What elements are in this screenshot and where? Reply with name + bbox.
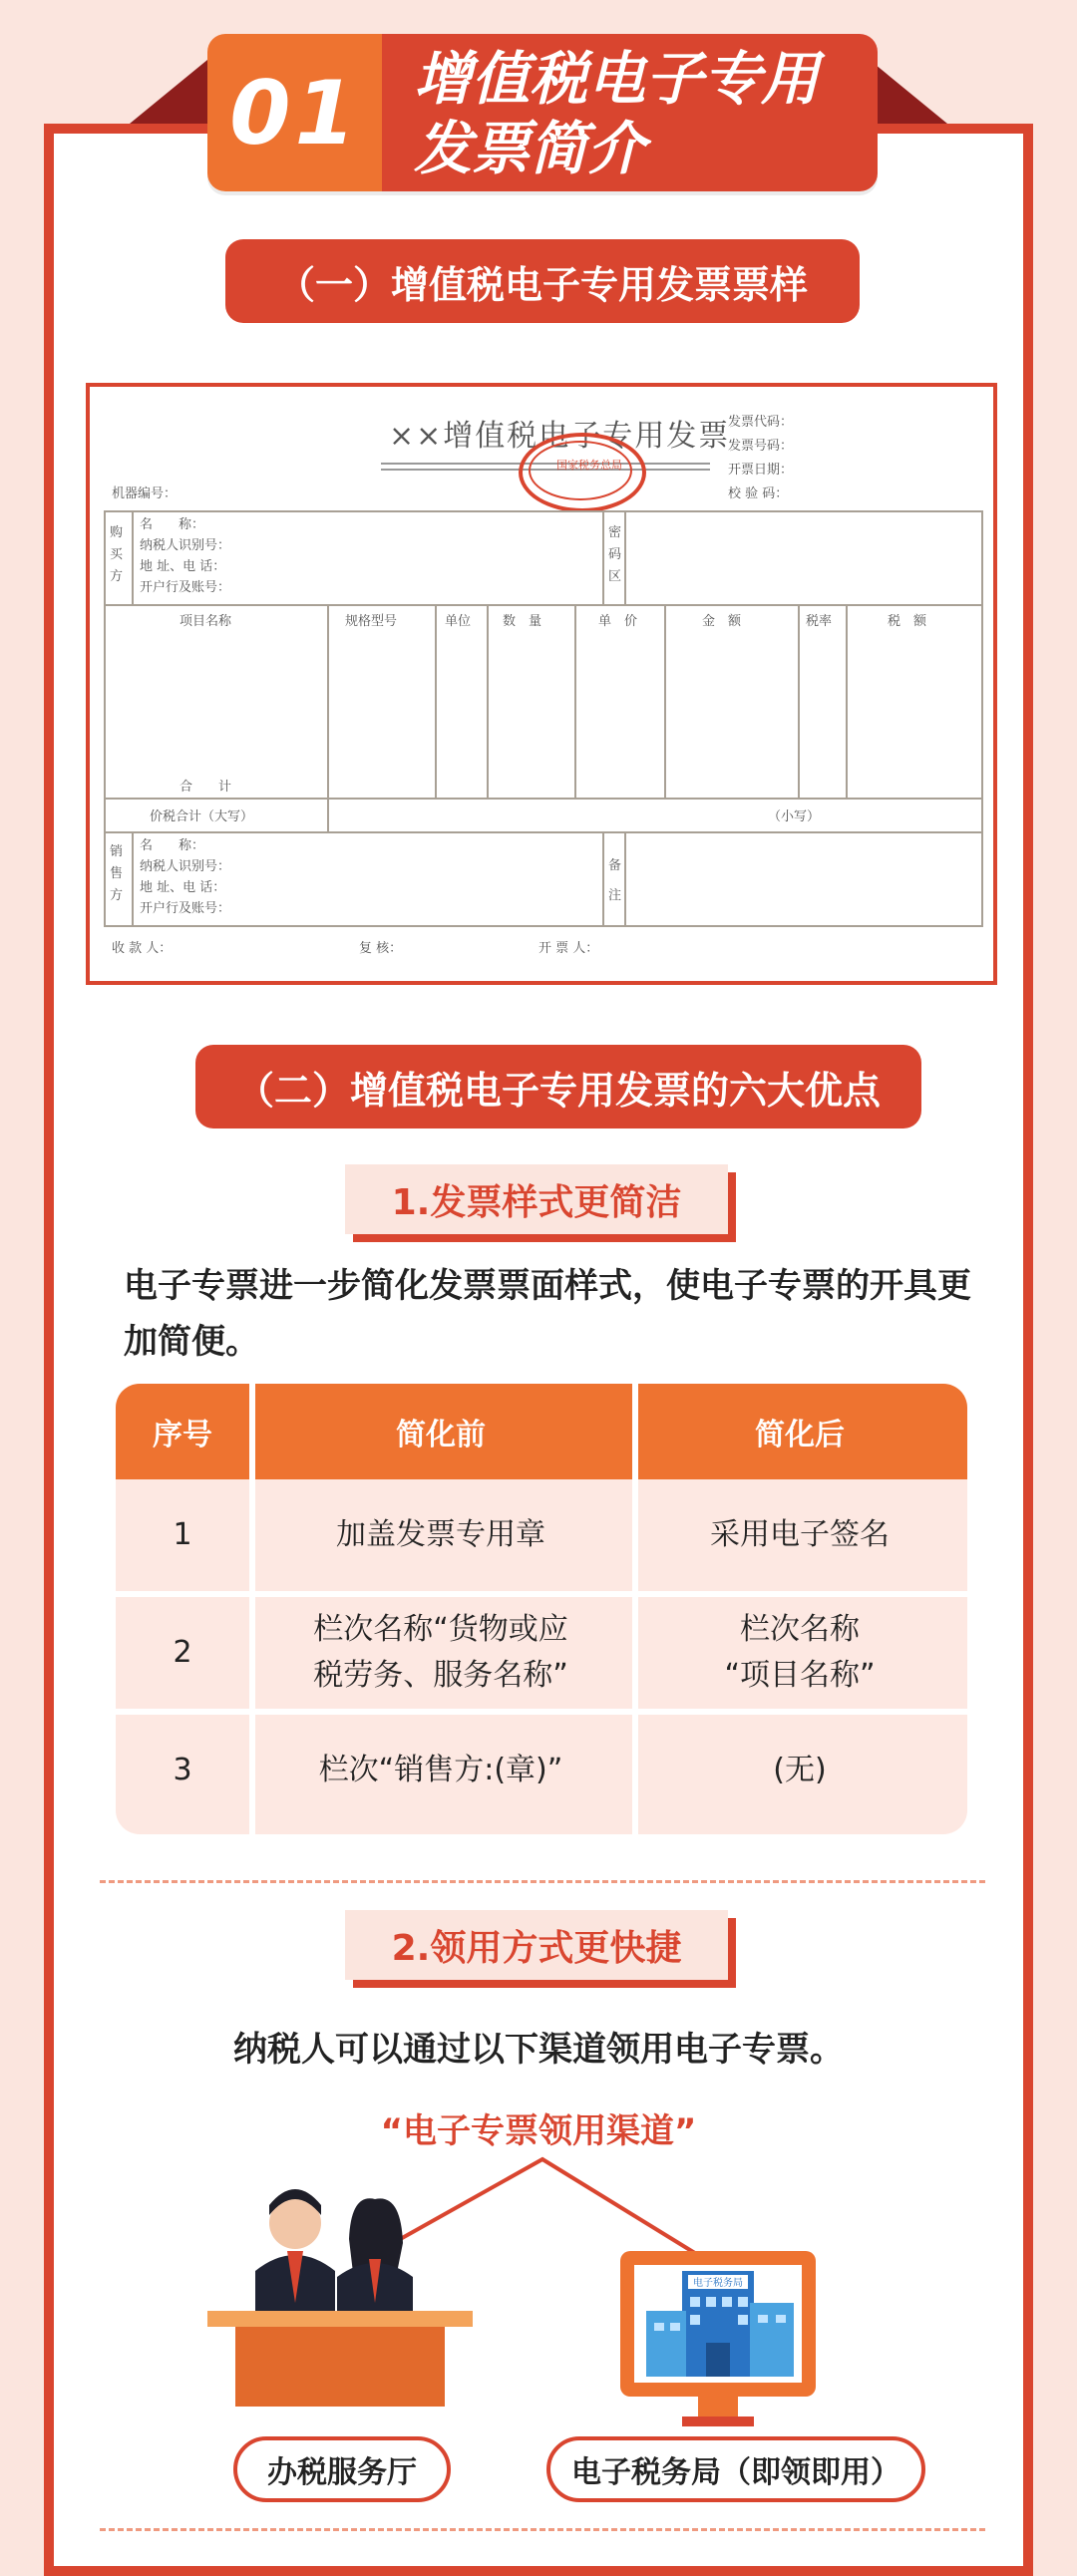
connector-lines: [379, 2159, 698, 2255]
col-divider-1: [327, 604, 329, 800]
col-tax: 税 额: [888, 614, 927, 629]
table-hline: [116, 1591, 967, 1597]
table-vline: [632, 1384, 638, 1834]
table-cell: (无): [773, 1753, 827, 1787]
building-sign-text: 电子税务局: [693, 2278, 743, 2289]
col-divider-3: [487, 604, 489, 800]
table-vline: [249, 1384, 255, 1834]
banner-title-line1: 增值税电子专用: [414, 45, 820, 113]
payee-label: 收 款 人：: [112, 941, 173, 956]
cipher-label: 密码区: [608, 525, 622, 584]
point1-text: 电子专票进一步简化发票票面样式，使电子专票的开具更加简便。: [124, 1266, 971, 1362]
buyer-address-label: 地 址、电 话：: [140, 559, 226, 574]
small-amount-label: （小写）: [768, 809, 821, 824]
table-hline: [116, 1709, 967, 1715]
col-price: 单 价: [598, 614, 638, 629]
col-unit: 单位: [445, 614, 472, 629]
col-spec: 规格型号: [345, 614, 398, 629]
buyer-label: 购买方: [110, 525, 124, 584]
buyer-name-label: 名 称：: [140, 517, 205, 532]
comparison-table: [116, 1384, 967, 1834]
banner-wing-left: [130, 60, 207, 124]
point2-text: 纳税人可以通过以下渠道领用电子专票。: [233, 2030, 844, 2070]
desk-front: [235, 2327, 445, 2407]
cipher-divider: [602, 510, 604, 606]
grand-total-divider: [327, 798, 329, 833]
desk-top: [207, 2311, 473, 2327]
seller-taxid-label: 纳税人识别号：: [140, 859, 231, 874]
channel-title: “电子专票领用渠道”: [380, 2111, 697, 2151]
seller-name-label: 名 称：: [140, 838, 205, 853]
seller-address-label: 地 址、电 话：: [140, 880, 226, 895]
table-cell: 采用电子签名: [710, 1517, 890, 1552]
invoice-check-label: 校 验 码：: [728, 486, 789, 501]
col-divider-6: [798, 604, 800, 800]
buyer-divider: [132, 510, 134, 606]
items-block: [104, 604, 983, 800]
col-rate: 税率: [806, 614, 833, 629]
remark-label: 备注: [608, 858, 622, 903]
computer-illustration: [620, 2251, 816, 2426]
invoice-meta: [728, 411, 793, 506]
table-header-before: 简化前: [249, 1384, 632, 1479]
channel-online-tax-bureau: 电子税务局（即领即用）: [546, 2436, 925, 2502]
invoice-seal-text: 国家税务总局: [556, 459, 622, 472]
col-divider-5: [664, 604, 666, 800]
grand-total-label: 价税合计（大写）: [150, 809, 254, 824]
buyer-bank-label: 开户行及账号：: [140, 580, 231, 595]
buyer-taxid-label: 纳税人识别号：: [140, 538, 231, 553]
reviewer-label: 复 核：: [359, 941, 403, 956]
table-cell: 1: [173, 1517, 192, 1552]
invoice-sample: [86, 383, 997, 985]
table-cell: 栏次名称“货物或应 税劳务、服务名称”: [313, 1612, 568, 1693]
invoice-title: ××增值税电子专用发票: [389, 419, 731, 454]
channel-service-hall: 办税服务厅: [233, 2436, 451, 2502]
invoice-code-label: 发票代码：: [728, 415, 794, 430]
remark-divider: [602, 831, 604, 927]
issuer-label: 开 票 人：: [538, 941, 599, 956]
section-divider: [100, 1880, 985, 1883]
table-header-after: 简化后: [632, 1384, 967, 1479]
col-divider-4: [574, 604, 576, 800]
invoice-date-label: 开票日期：: [728, 463, 794, 478]
banner-wing-right: [870, 60, 947, 124]
buyer-block: [104, 510, 983, 606]
invoice-number-label: 发票号码：: [728, 439, 794, 454]
banner-number: 01: [207, 34, 382, 191]
banner-title-line2: 发票简介: [414, 115, 646, 182]
cipher-divider-2: [624, 510, 626, 606]
col-item-name: 项目名称: [180, 614, 232, 629]
section2-heading: （二）增值税电子专用发票的六大优点: [195, 1045, 921, 1128]
buyer-fields: [140, 514, 230, 598]
machine-no-label: 机器编号：: [112, 486, 178, 501]
col-divider-2: [435, 604, 437, 800]
monitor-stand: [682, 2416, 754, 2426]
banner-title: [382, 34, 878, 191]
seller-fields: [140, 835, 230, 919]
col-amount: 金 额: [702, 614, 742, 629]
point1-tag: 1.发票样式更简洁: [345, 1164, 728, 1234]
table-header-index: 序号: [116, 1384, 249, 1479]
channel-illustration: [0, 2143, 1077, 2472]
col-divider-7: [846, 604, 848, 800]
table-cell: 2: [173, 1635, 192, 1670]
table-cell: 3: [173, 1753, 192, 1787]
section-banner: [207, 34, 878, 191]
remark-divider-2: [624, 831, 626, 927]
seller-bank-label: 开户行及账号：: [140, 901, 231, 916]
table-cell: 加盖发票专用章: [336, 1517, 545, 1552]
table-cell: 栏次名称 “项目名称”: [724, 1612, 876, 1693]
seller-divider: [132, 831, 134, 927]
total-label: 合 计: [180, 780, 232, 795]
table-cell: 栏次“销售方:(章)”: [318, 1753, 563, 1787]
seller-label: 销售方: [110, 844, 124, 903]
seller-block: [104, 831, 983, 927]
point2-tag: 2.领用方式更快捷: [345, 1910, 728, 1980]
bottom-divider: [100, 2528, 985, 2531]
col-qty: 数 量: [503, 614, 542, 629]
section1-heading: （一）增值税电子专用发票票样: [225, 239, 860, 323]
